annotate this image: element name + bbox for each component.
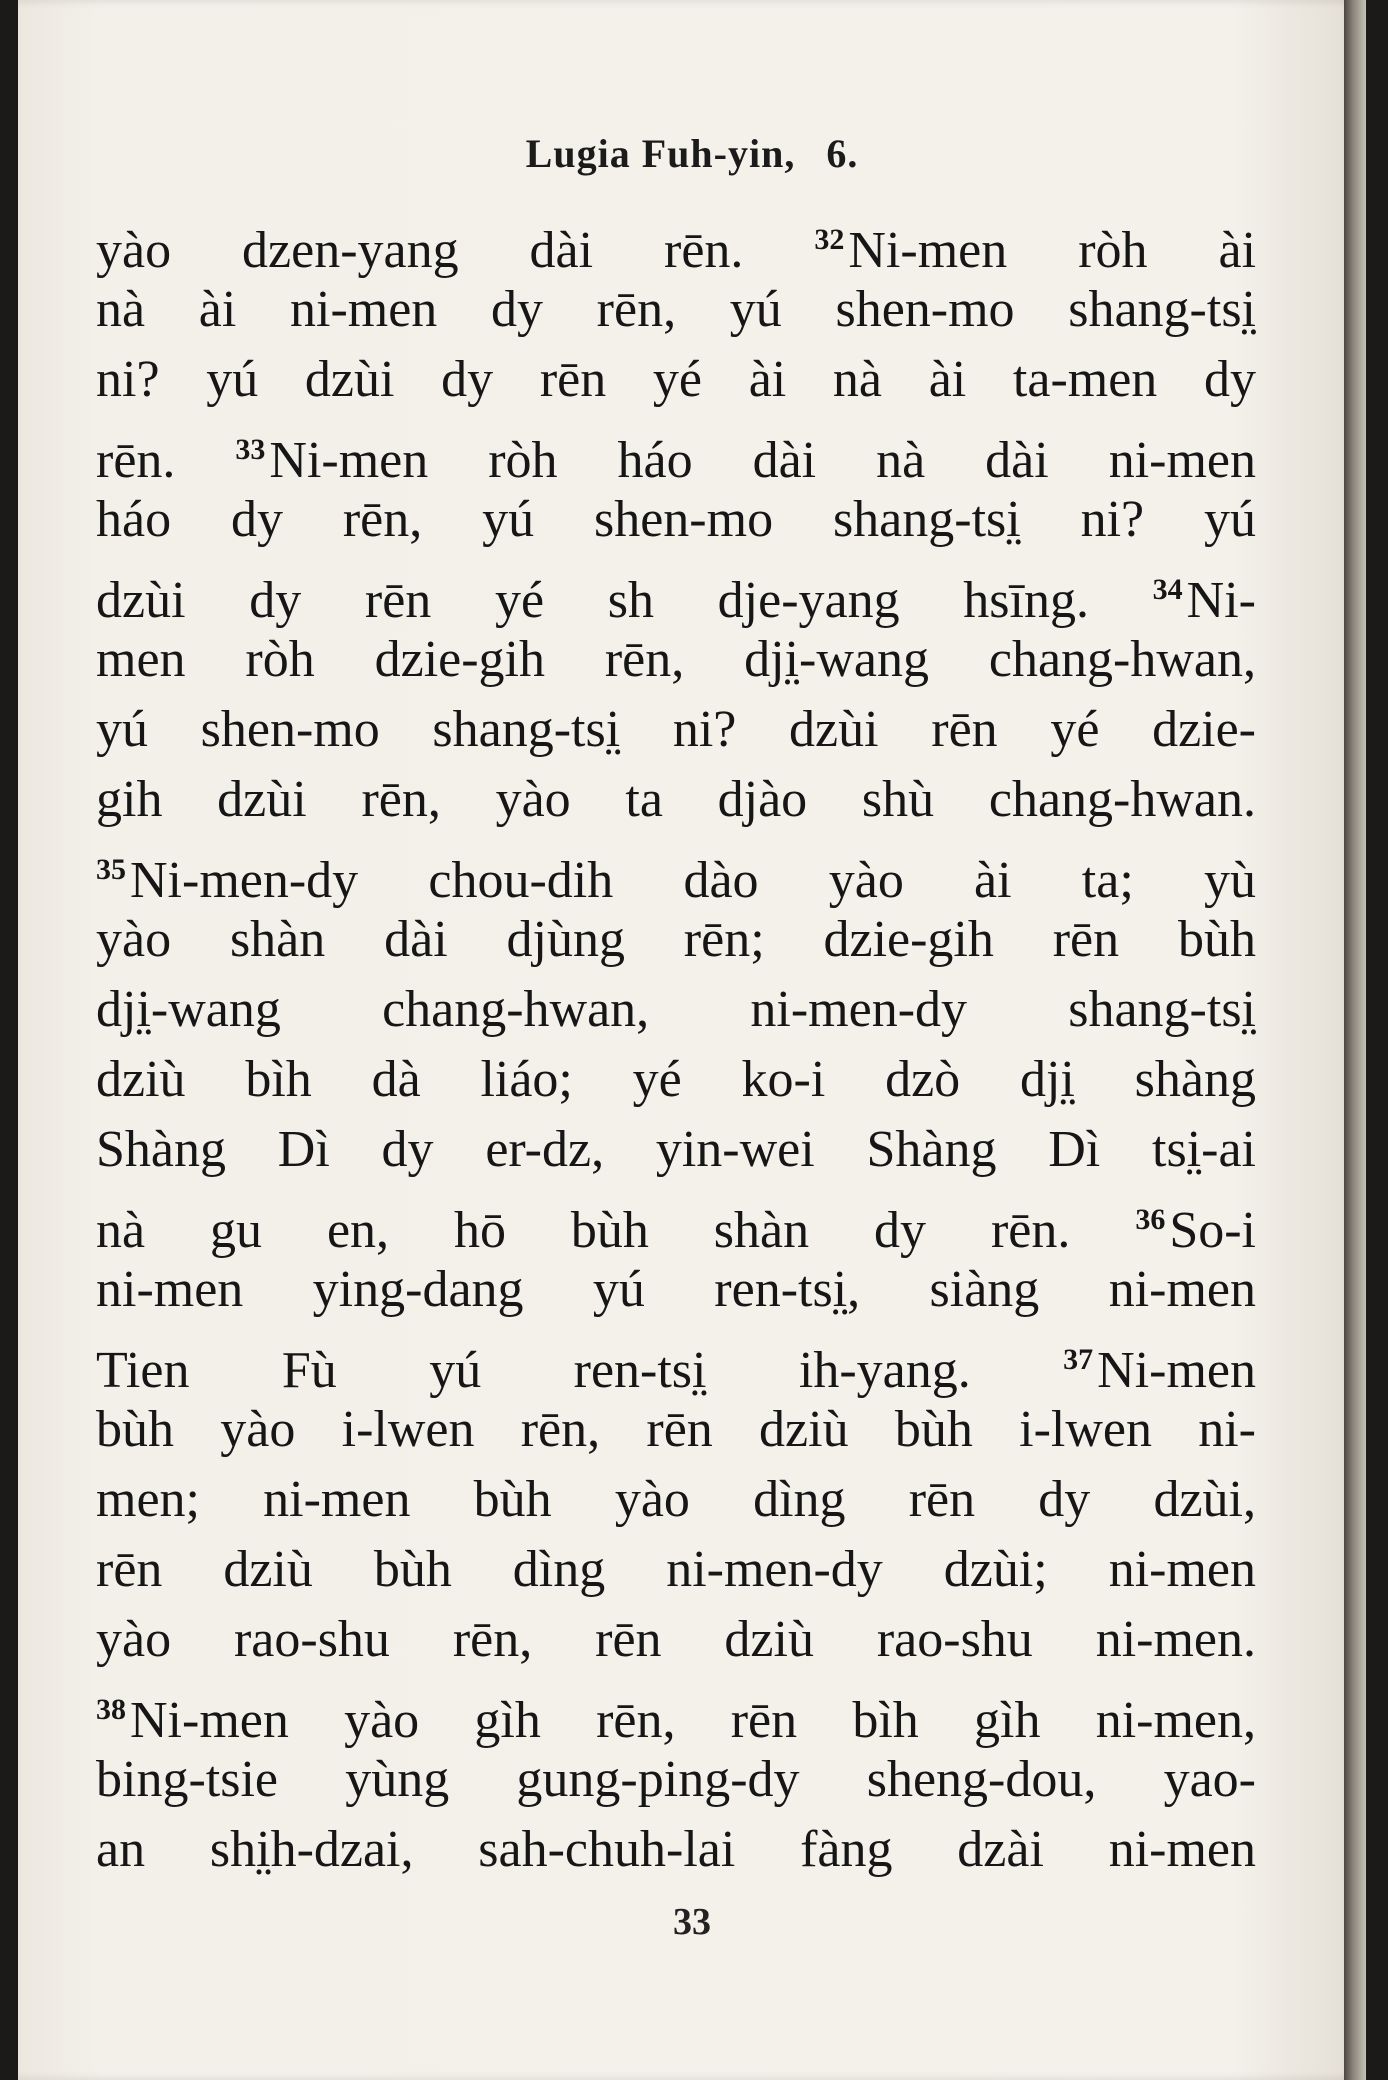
text-run: rēn.	[96, 432, 236, 489]
text-run: dzùi dy rēn yé sh dje-yang hsīng.	[96, 572, 1153, 629]
text-run: gih dzùi rēn, yào ta djào shù chang-hwan.	[96, 771, 1256, 828]
verse-number: 37	[1063, 1343, 1094, 1376]
text-line	[96, 1045, 1256, 1115]
text-run: dziù bìh dà liáo; yé ko-i dzò dji̤ shàng	[96, 1051, 1256, 1108]
text-line	[96, 485, 1256, 555]
text-run: So-i	[1169, 1202, 1256, 1259]
text-run: Ni-men yào gìh rēn, rēn bìh gìh ni-men,	[130, 1692, 1256, 1749]
book-gutter	[1344, 0, 1366, 2080]
verse-number: 34	[1152, 573, 1183, 606]
text-line	[96, 1115, 1256, 1185]
text-run: dji̤-wang chang-hwan, ni-men-dy shang-tsi̤	[96, 981, 1256, 1038]
running-header-title: Lugia Fuh-yin,	[525, 131, 796, 176]
text-line	[96, 1745, 1256, 1815]
text-run: yú shen-mo shang-tsi̤ ni? dzùi rēn yé dzie-	[96, 701, 1256, 758]
text-run: ni? yú dzùi dy rēn yé ài nà ài ta-men dy	[96, 351, 1256, 408]
verse-number: 33	[235, 433, 266, 466]
text-line	[96, 1535, 1256, 1605]
text-run: yào shàn dài djùng rēn; dzie-gih rēn bùh	[96, 911, 1256, 968]
text-run: yào rao-shu rēn, rēn dziù rao-shu ni-men.	[96, 1611, 1256, 1668]
page-number: 33	[673, 1901, 711, 1943]
text-run: Ni-men ròh ài	[848, 222, 1257, 279]
text-line	[96, 975, 1256, 1045]
text-line	[96, 765, 1256, 835]
text-line	[96, 345, 1256, 415]
verse-number: 36	[1135, 1203, 1166, 1236]
text-line	[96, 1605, 1256, 1675]
text-run: bùh yào i-lwen rēn, rēn dziù bùh i-lwen ni-	[96, 1401, 1256, 1458]
text-line	[96, 1675, 1256, 1749]
text-line	[96, 555, 1256, 629]
text-run: Ni-men ròh háo dài nà dài ni-men	[269, 432, 1256, 489]
text-line	[96, 1815, 1256, 1885]
verse-number: 32	[814, 223, 845, 256]
text-line	[96, 1255, 1256, 1325]
text-run: nà gu en, hō bùh shàn dy rēn.	[96, 1202, 1136, 1259]
verse-number: 38	[96, 1693, 126, 1726]
text-run: Tien Fù yú ren-tsi̤ ih-yang.	[96, 1342, 1064, 1399]
text-run: Ni-men-dy chou-dih dào yào ài ta; yù	[130, 852, 1256, 909]
book-page	[18, 0, 1366, 2080]
text-line	[96, 695, 1256, 765]
text-line	[96, 905, 1256, 975]
text-run: Shàng Dì dy er-dz, yin-wei Shàng Dì tsi̤-ai	[96, 1121, 1256, 1178]
text-run: an shi̤h-dzai, sah-chuh-lai fàng dzài ni-men	[96, 1821, 1256, 1878]
text-line	[96, 1395, 1256, 1465]
running-header-chapter: 6.	[826, 131, 859, 176]
text-line	[96, 625, 1256, 695]
text-line	[96, 835, 1256, 909]
text-run: nà ài ni-men dy rēn, yú shen-mo shang-tsi̤	[96, 281, 1256, 338]
text-run: bing-tsie yùng gung-ping-dy sheng-dou, yao-	[96, 1751, 1256, 1808]
text-run: Ni-men	[1097, 1342, 1256, 1399]
verse-number: 35	[96, 853, 126, 886]
text-line	[96, 1185, 1256, 1259]
text-line	[96, 1465, 1256, 1535]
text-run: ni-men ying-dang yú ren-tsi̤, siàng ni-men	[96, 1261, 1256, 1318]
running-header	[18, 130, 1366, 177]
text-line	[96, 205, 1257, 279]
text-run: yào dzen-yang dài rēn.	[96, 222, 815, 279]
text-run: men; ni-men bùh yào dìng rēn dy dzùi,	[96, 1471, 1256, 1528]
text-line	[96, 415, 1256, 489]
text-line	[96, 1325, 1256, 1399]
text-line	[96, 275, 1256, 345]
text-run: Ni-	[1186, 572, 1256, 629]
text-run: rēn dziù bùh dìng ni-men-dy dzùi; ni-men	[96, 1541, 1256, 1598]
body-text	[96, 205, 1256, 1885]
text-run: men ròh dzie-gih rēn, dji̤-wang chang-hwan,	[96, 631, 1256, 688]
text-run: háo dy rēn, yú shen-mo shang-tsi̤ ni? yú	[96, 491, 1256, 548]
